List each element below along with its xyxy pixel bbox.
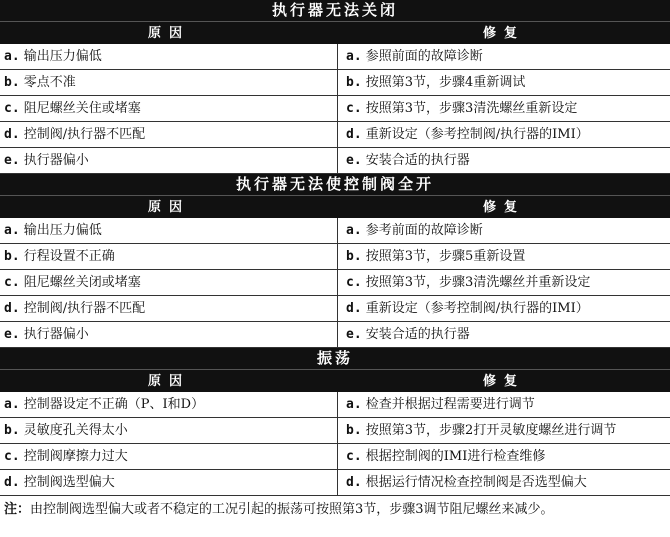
fix-column-header: 修复: [482, 200, 525, 215]
table-row: [0, 244, 670, 270]
item-key: e.: [4, 153, 20, 168]
fix-cell: [338, 148, 670, 173]
fix-cell: [338, 296, 670, 321]
cause-text: 输出压力偏低: [19, 49, 102, 64]
item-key: a.: [4, 397, 20, 412]
fix-cell: [338, 418, 670, 443]
column-header-row: [0, 21, 670, 44]
item-key: d.: [346, 475, 362, 490]
table-row: [0, 296, 670, 322]
cause-cell: [0, 392, 338, 417]
item-key: d.: [4, 475, 20, 490]
fix-cell: [338, 96, 670, 121]
item-key: c.: [4, 449, 20, 464]
table-row: [0, 418, 670, 444]
item-key: b.: [346, 423, 362, 438]
fix-cell: [338, 392, 670, 417]
column-header-row: [0, 369, 670, 392]
cause-text: 控制阀摩擦力过大: [19, 449, 128, 464]
cause-column-header: 原因: [147, 374, 190, 389]
cause-text: 执行器偏小: [19, 327, 89, 342]
item-key: b.: [4, 423, 20, 438]
fix-text: 按照第3节，步骤4重新调试: [361, 75, 526, 90]
table-row: [0, 96, 670, 122]
fix-cell: [338, 218, 670, 243]
cause-cell: [0, 444, 338, 469]
fix-text: 按照第3节，步骤3清洗螺丝并重新设定: [361, 275, 591, 290]
cause-column-header: 原因: [147, 26, 190, 41]
item-key: b.: [346, 249, 362, 264]
cause-cell: [0, 122, 338, 147]
table-row: [0, 148, 670, 174]
cause-text: 控制阀/执行器不匹配: [19, 301, 146, 316]
item-key: c.: [4, 275, 20, 290]
item-key: a.: [346, 223, 362, 238]
cause-cell: [0, 270, 338, 295]
fix-cell: [338, 44, 670, 69]
fix-text: 安装合适的执行器: [361, 153, 470, 168]
cause-cell: [0, 322, 338, 347]
footnote: [0, 496, 670, 524]
table-row: [0, 392, 670, 418]
item-key: c.: [4, 101, 20, 116]
fix-cell: [338, 270, 670, 295]
fix-text: 参照前面的故障诊断: [361, 49, 483, 64]
item-key: c.: [346, 449, 362, 464]
table-row: [0, 122, 670, 148]
cause-cell: [0, 70, 338, 95]
item-key: d.: [346, 301, 362, 316]
cause-cell: [0, 418, 338, 443]
section-title: 执行器无法使控制阀全开: [0, 174, 670, 195]
item-key: a.: [4, 49, 20, 64]
cause-text: 灵敏度孔关得太小: [19, 423, 128, 438]
table-row: [0, 470, 670, 496]
fix-text: 重新设定（参考控制阀/执行器的IMI）: [361, 301, 589, 316]
table-row: [0, 44, 670, 70]
item-key: e.: [346, 153, 362, 168]
item-key: c.: [346, 101, 362, 116]
table-row: [0, 218, 670, 244]
item-key: a.: [346, 397, 362, 412]
cause-text: 控制阀选型偏大: [19, 475, 115, 490]
cause-text: 阻尼螺丝关住或堵塞: [19, 101, 141, 116]
fix-text: 参考前面的故障诊断: [361, 223, 483, 238]
footnote-text: 由控制阀选型偏大或者不稳定的工况引起的振荡可按照第3节，步骤3调节阻尼螺丝来减少。: [30, 502, 554, 517]
fix-text: 检查并根据过程需要进行调节: [361, 397, 535, 412]
section-title: 振荡: [0, 348, 670, 369]
fix-text: 重新设定（参考控制阀/执行器的IMI）: [361, 127, 589, 142]
item-key: d.: [346, 127, 362, 142]
item-key: b.: [346, 75, 362, 90]
item-key: a.: [346, 49, 362, 64]
fix-text: 按照第3节，步骤3清洗螺丝重新设定: [361, 101, 578, 116]
item-key: d.: [4, 127, 20, 142]
cause-text: 阻尼螺丝关闭或堵塞: [19, 275, 141, 290]
item-key: b.: [4, 249, 20, 264]
table-row: [0, 270, 670, 296]
section-cannot-fully-open: [0, 174, 670, 348]
fix-column-header: 修复: [482, 374, 525, 389]
cause-text: 控制阀/执行器不匹配: [19, 127, 146, 142]
section-title: 执行器无法关闭: [0, 0, 670, 21]
cause-text: 行程设置不正确: [19, 249, 115, 264]
item-key: b.: [4, 75, 20, 90]
fix-column-header: 修复: [482, 26, 525, 41]
table-row: [0, 322, 670, 348]
fix-text: 根据运行情况检查控制阀是否选型偏大: [361, 475, 587, 490]
section-oscillation: [0, 348, 670, 496]
fix-cell: [338, 122, 670, 147]
cause-text: 执行器偏小: [19, 153, 89, 168]
footnote-label: 注：: [4, 502, 31, 517]
fix-cell: [338, 70, 670, 95]
table-row: [0, 70, 670, 96]
cause-cell: [0, 218, 338, 243]
fix-text: 安装合适的执行器: [361, 327, 470, 342]
section-cannot-close: [0, 0, 670, 174]
fix-cell: [338, 322, 670, 347]
fix-text: 根据控制阀的IMI进行检查维修: [361, 449, 546, 464]
item-key: c.: [346, 275, 362, 290]
cause-cell: [0, 296, 338, 321]
table-row: [0, 444, 670, 470]
cause-column-header: 原因: [147, 200, 190, 215]
cause-cell: [0, 96, 338, 121]
cause-text: 输出压力偏低: [19, 223, 102, 238]
cause-cell: [0, 44, 338, 69]
cause-text: 控制器设定不正确（P、I和D）: [19, 397, 205, 412]
cause-cell: [0, 470, 338, 495]
item-key: a.: [4, 223, 20, 238]
fix-cell: [338, 470, 670, 495]
fix-cell: [338, 244, 670, 269]
cause-cell: [0, 244, 338, 269]
fix-text: 按照第3节，步骤2打开灵敏度螺丝进行调节: [361, 423, 617, 438]
cause-text: 零点不准: [19, 75, 76, 90]
item-key: e.: [346, 327, 362, 342]
cause-cell: [0, 148, 338, 173]
column-header-row: [0, 195, 670, 218]
fix-cell: [338, 444, 670, 469]
item-key: e.: [4, 327, 20, 342]
item-key: d.: [4, 301, 20, 316]
fix-text: 按照第3节，步骤5重新设置: [361, 249, 526, 264]
